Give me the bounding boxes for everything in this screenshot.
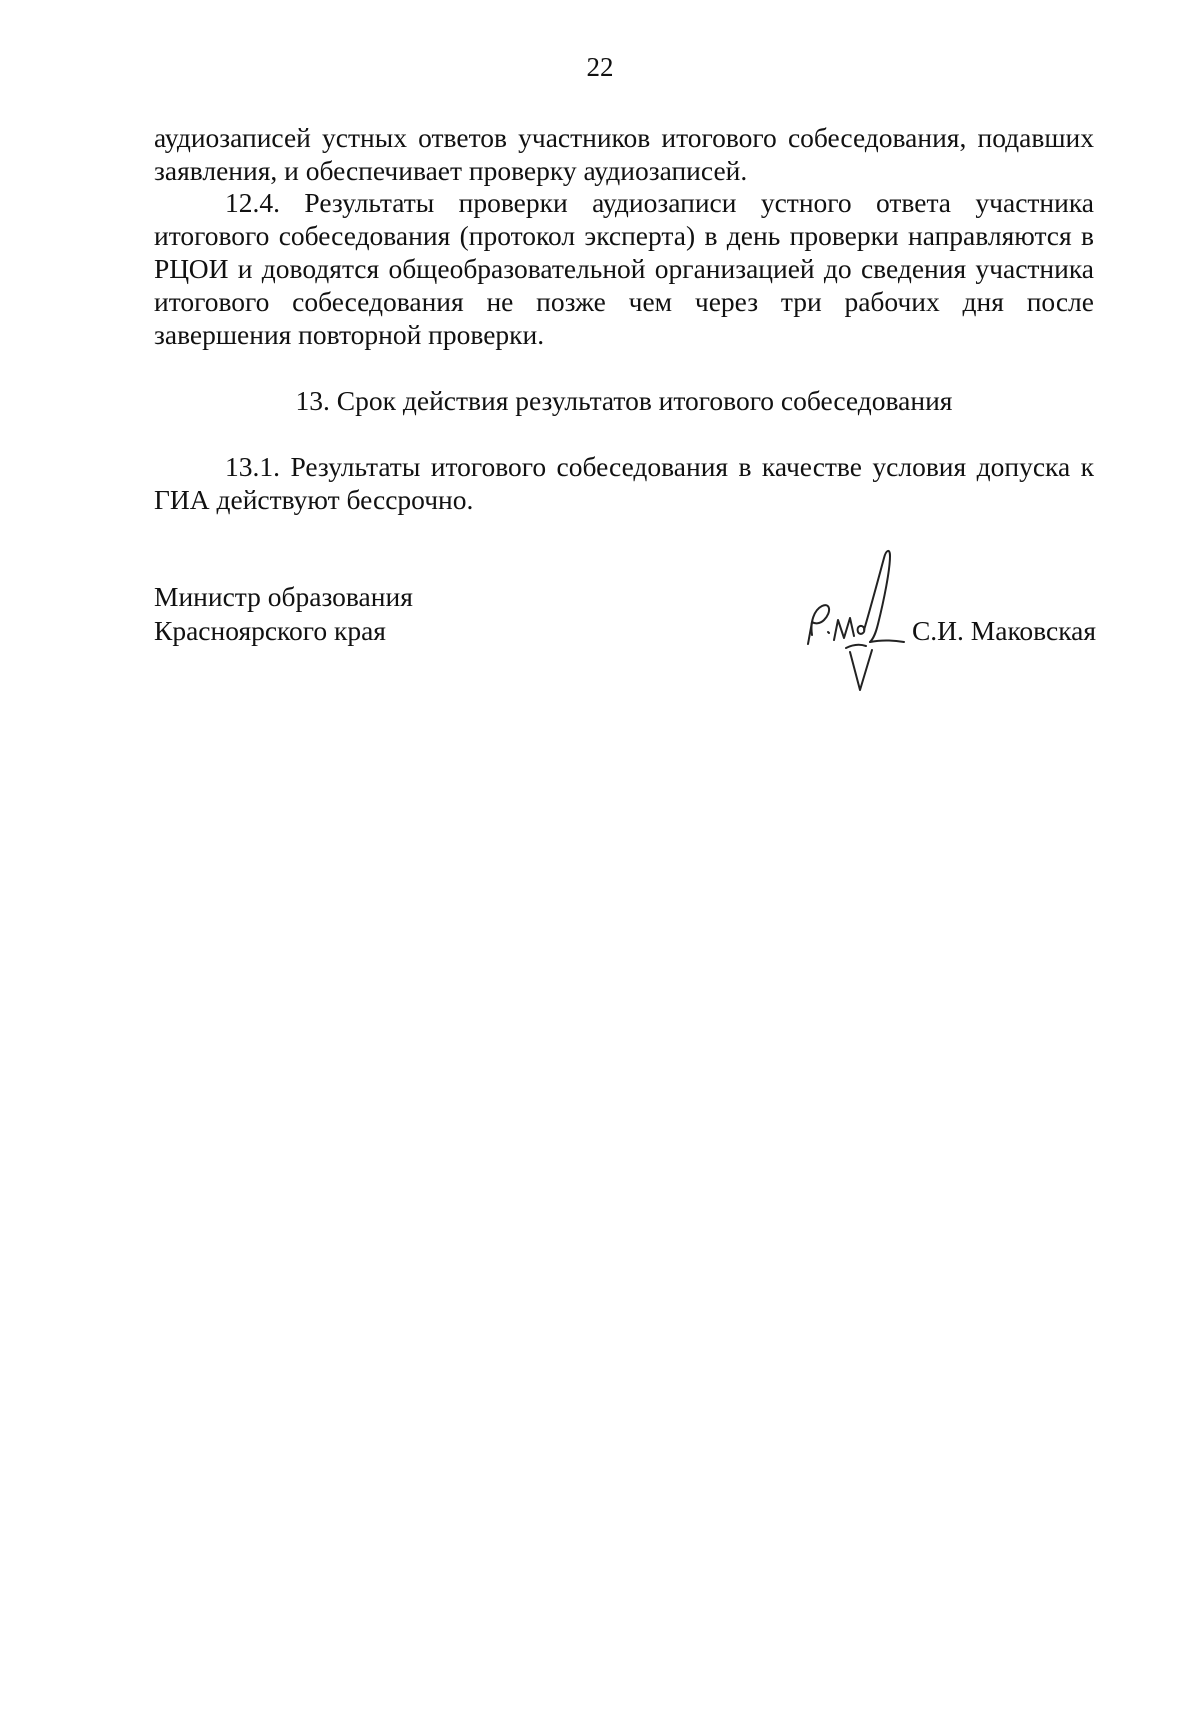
paragraph-12-4: 12.4. Результаты проверки аудиозаписи устного ответа участника итогового собеседования (протокол эксперта) в день проверки направляются в РЦОИ и доводятся общеобразовательной организацией до сведения участника итогового собеседования не позже чем через три рабочих дня после завершения повторной проверки. bbox=[154, 187, 1094, 350]
section-heading-13: 13. Срок действия результатов итогового собеседования bbox=[295, 385, 953, 416]
paragraph-continuation: аудиозаписей устных ответов участников итогового собеседования, подавших заявления, и обеспечивает проверку аудиозаписей. bbox=[154, 122, 1094, 186]
paragraph-13-1: 13.1. Результаты итогового собеседования в качестве условия допуска к ГИА действуют бессрочно. bbox=[154, 451, 1094, 515]
signer-name: С.И. Маковская bbox=[911, 615, 1096, 646]
signer-title bbox=[154, 580, 413, 648]
handwritten-signature-icon bbox=[800, 540, 910, 700]
signer-title-line-1: Министр образования bbox=[154, 581, 413, 612]
signer-title-line-2: Красноярского края bbox=[154, 615, 386, 646]
page-number: 22 bbox=[586, 52, 614, 82]
